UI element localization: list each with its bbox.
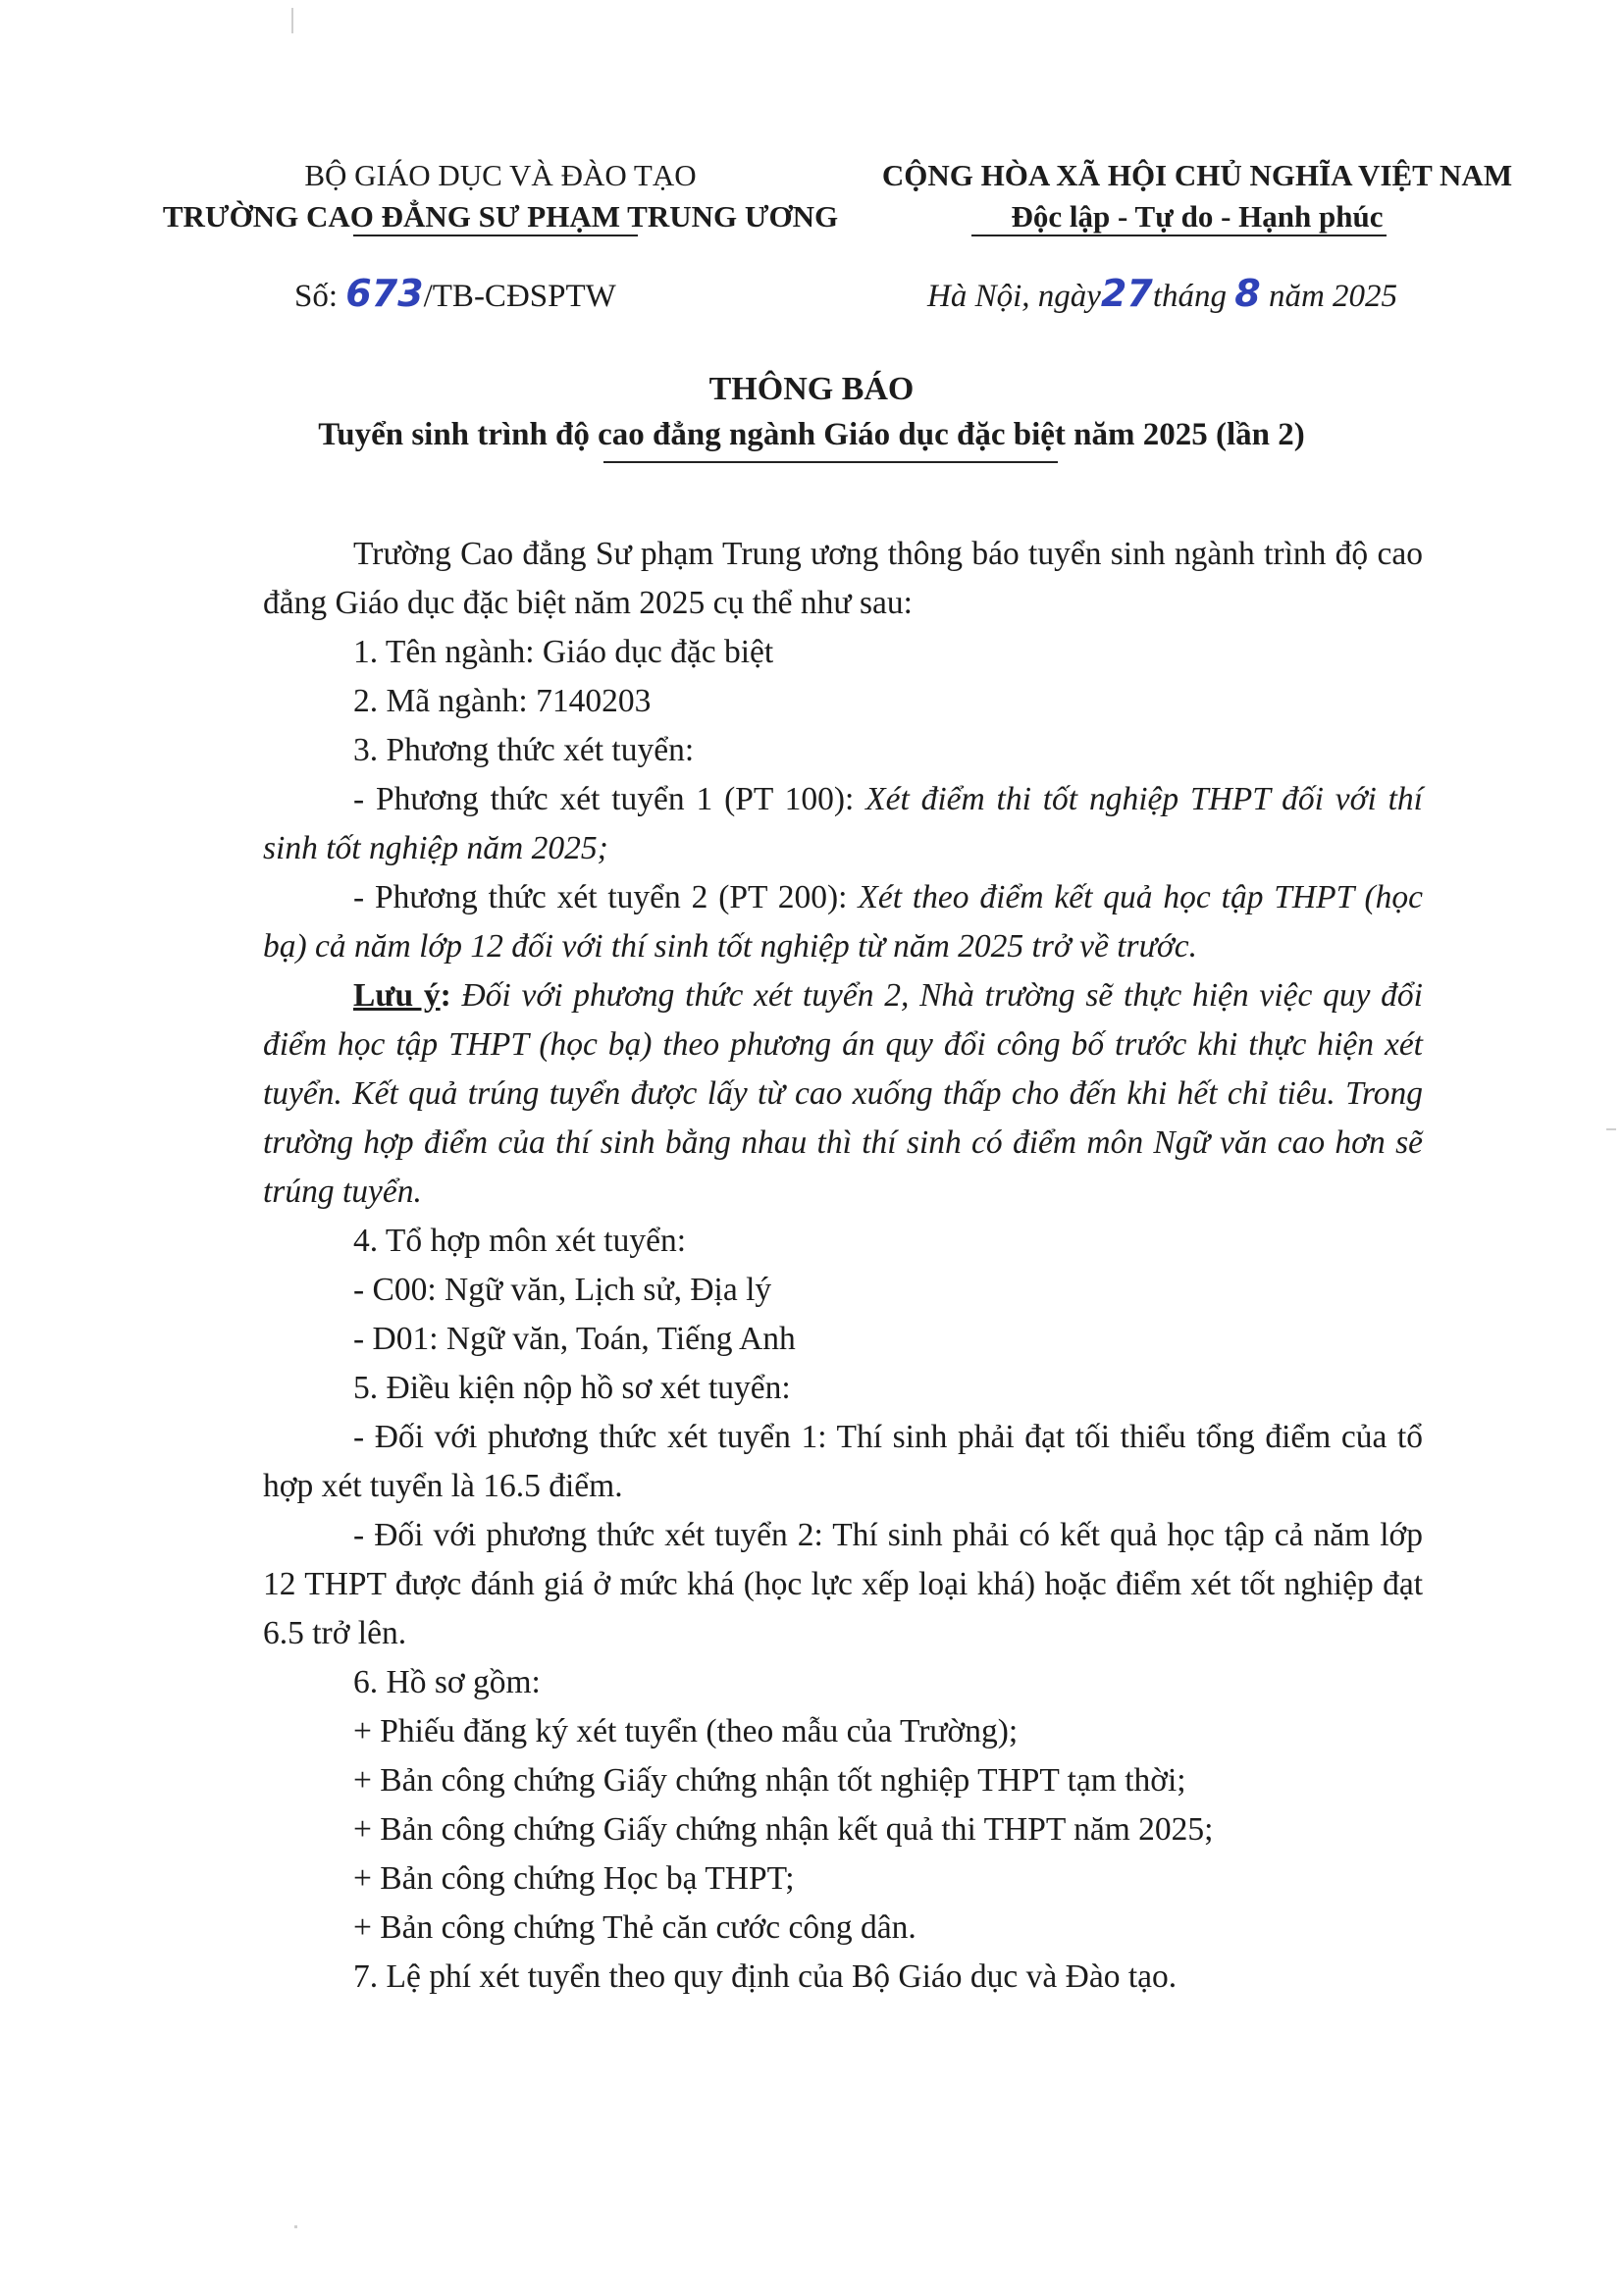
intro-paragraph: Trường Cao đẳng Sư phạm Trung ương thông báo tuyển sinh ngành trình độ cao đẳng Giáo dục đặc biệt năm 2025 cụ thể như sau: bbox=[263, 536, 1423, 621]
item-documents: 6. Hồ sơ gồm: bbox=[353, 1664, 541, 1700]
method-2-text: Xét theo điểm kết quả học tập THPT (học bạ) cả năm lớp 12 đối với thí sinh tốt nghiệp từ năm 2025 trở về trước. bbox=[263, 879, 1424, 965]
method-2 bbox=[263, 873, 1423, 971]
item-major-name: 1. Tên ngành: Giáo dục đặc biệt bbox=[353, 634, 774, 670]
handwritten-month: 8 bbox=[1234, 272, 1261, 315]
date-month-label: tháng bbox=[1152, 279, 1227, 314]
date-year: năm 2025 bbox=[1268, 279, 1398, 314]
note-colon: : bbox=[440, 977, 451, 1014]
document-item: + Bản công chứng Thẻ căn cước công dân. bbox=[353, 1909, 916, 1946]
item-subject-combinations: 4. Tổ hợp môn xét tuyển: bbox=[353, 1223, 687, 1259]
scan-mark bbox=[291, 8, 293, 33]
school-underline bbox=[353, 235, 638, 236]
ministry-name: BỘ GIÁO DỤC VÀ ĐÀO TẠO bbox=[304, 158, 697, 192]
method-1 bbox=[263, 775, 1423, 873]
subtitle-underline bbox=[603, 461, 1058, 463]
handwritten-day: 27 bbox=[1100, 272, 1153, 315]
eligibility-method-2: - Đối với phương thức xét tuyển 2: Thí sinh phải có kết quả học tập cả năm lớp 12 THPT được đánh giá ở mức khá (học lực xếp loại khá) hoặc điểm xét tốt nghiệp đạt 6.5 trở lên. bbox=[263, 1517, 1423, 1651]
note-text: Đối với phương thức xét tuyển 2, Nhà trường sẽ thực hiện việc quy đổi điểm học tập THPT (học bạ) theo phương án quy đổi công bố trước khi thực hiện xét tuyển. Kết quả trúng tuyển được lấy từ cao xuống thấp cho đến khi hết chỉ tiêu. Trong trường hợp điểm của thí sinh bằng nhau thì thí sinh có điểm môn Ngữ văn cao hơn sẽ trúng tuyển. bbox=[263, 977, 1423, 1210]
school-name: TRƯỜNG CAO ĐẲNG SƯ PHẠM TRUNG ƯƠNG bbox=[162, 199, 839, 234]
document-subtitle: Tuyển sinh trình độ cao đẳng ngành Giáo dục đặc biệt năm 2025 (lần 2) bbox=[318, 417, 1305, 452]
document-item: + Bản công chứng Học bạ THPT; bbox=[353, 1860, 795, 1897]
note-label: Lưu ý bbox=[353, 977, 441, 1014]
method-2-label: - Phương thức xét tuyển 2 (PT 200): bbox=[353, 879, 859, 915]
document-item: + Phiếu đăng ký xét tuyển (theo mẫu của Trường); bbox=[353, 1713, 1019, 1749]
scan-mark bbox=[1606, 1128, 1616, 1130]
number-prefix: Số: bbox=[294, 279, 339, 314]
combination-d01: - D01: Ngữ văn, Toán, Tiếng Anh bbox=[353, 1321, 796, 1357]
document-body bbox=[263, 530, 1423, 2002]
method-1-text: Xét điểm thi tốt nghiệp THPT đối với thí sinh tốt nghiệp năm 2025; bbox=[263, 781, 1423, 866]
national-motto: Độc lập - Tự do - Hạnh phúc bbox=[1011, 199, 1384, 234]
document-date bbox=[927, 272, 1397, 315]
eligibility-method-1: - Đối với phương thức xét tuyển 1: Thí sinh phải đạt tối thiểu tổng điểm của tổ hợp xét tuyển là 16.5 điểm. bbox=[263, 1419, 1423, 1504]
motto-underline bbox=[971, 235, 1387, 236]
issuer-block bbox=[147, 155, 854, 237]
handwritten-number: 673 bbox=[345, 272, 424, 315]
scan-mark bbox=[294, 2225, 297, 2228]
national-heading bbox=[854, 155, 1541, 237]
item-eligibility: 5. Điều kiện nộp hồ sơ xét tuyển: bbox=[353, 1370, 791, 1406]
method-1-label: - Phương thức xét tuyển 1 (PT 100): bbox=[353, 781, 866, 817]
document-number bbox=[294, 272, 616, 315]
date-place: Hà Nội, ngày bbox=[927, 279, 1101, 314]
document-item: + Bản công chứng Giấy chứng nhận tốt nghiệp THPT tạm thời; bbox=[353, 1762, 1186, 1799]
combination-c00: - C00: Ngữ văn, Lịch sử, Địa lý bbox=[353, 1272, 772, 1308]
document-title: THÔNG BÁO bbox=[708, 371, 915, 407]
document-item: + Bản công chứng Giấy chứng nhận kết quả thi THPT năm 2025; bbox=[353, 1811, 1214, 1848]
note-paragraph bbox=[263, 971, 1423, 1217]
item-admission-methods: 3. Phương thức xét tuyển: bbox=[353, 732, 695, 768]
country-name: CỘNG HÒA XÃ HỘI CHỦ NGHĨA VIỆT NAM bbox=[881, 158, 1513, 192]
item-major-code: 2. Mã ngành: 7140203 bbox=[353, 683, 652, 719]
number-suffix: /TB-CĐSPTW bbox=[423, 279, 616, 314]
item-fee: 7. Lệ phí xét tuyển theo quy định của Bộ Giáo dục và Đào tạo. bbox=[353, 1958, 1178, 1995]
